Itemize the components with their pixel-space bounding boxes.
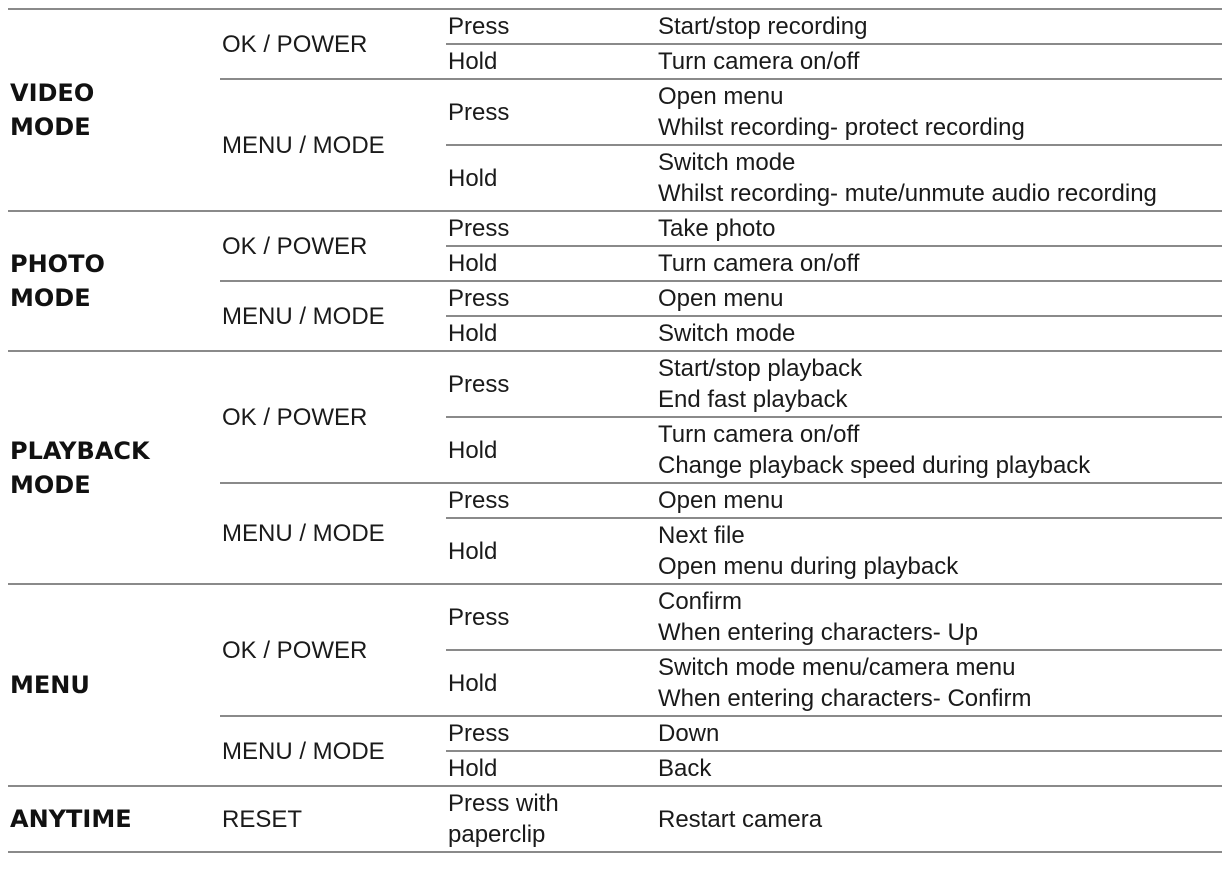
function-cell-line: End fast playback (658, 386, 848, 413)
action-cell (448, 716, 509, 751)
mode-label (10, 584, 90, 786)
function-cell-line: Open menu (658, 487, 784, 514)
action-cell (448, 145, 497, 211)
function-cell (658, 145, 1157, 211)
action-cell-line: Press (448, 13, 510, 40)
action-cell-line: paperclip (448, 821, 546, 848)
action-cell (448, 417, 497, 483)
function-cell-line: Open menu (658, 83, 784, 110)
button-name-cell (222, 483, 385, 584)
function-cell-line: Start/stop recording (658, 13, 868, 40)
function-cell-line: Confirm (658, 588, 743, 615)
action-cell (448, 751, 497, 786)
mode-label-line: MODE (10, 284, 91, 312)
function-cell-line: Whilst recording- mute/unmute audio recording (658, 180, 1157, 207)
function-cell-line: Turn camera on/off (658, 48, 860, 75)
section-divider (8, 785, 1222, 787)
function-cell (658, 584, 978, 650)
function-cell (658, 246, 859, 281)
button-name-cell (222, 281, 385, 351)
action-cell-line: Press (448, 370, 510, 398)
function-cell-line: Turn camera on/off (658, 250, 860, 277)
mode-label (10, 211, 105, 351)
action-cell (448, 650, 497, 716)
action-cell-line: Hold (448, 669, 498, 697)
function-cell-line: Change playback speed during playback (658, 452, 1091, 479)
function-cell-line: Restart camera (658, 805, 823, 833)
function-cell-line: Whilst recording- protect recording (658, 114, 1025, 141)
action-cell-line: Press (448, 487, 510, 514)
function-cell (658, 281, 783, 316)
action-cell (448, 584, 509, 650)
button-name-cell (222, 351, 367, 483)
function-cell (658, 751, 711, 786)
function-cell-line: Turn camera on/off (658, 421, 860, 448)
action-cell-line: Hold (448, 320, 498, 347)
section-divider (8, 350, 1222, 352)
mode-label-line: MODE (10, 113, 91, 141)
button-name-cell (222, 79, 385, 211)
function-cell-line: When entering characters- Confirm (658, 685, 1032, 712)
function-cell-line: When entering characters- Up (658, 619, 979, 646)
mode-label (10, 351, 150, 584)
action-cell-line: Hold (448, 164, 498, 192)
action-cell (448, 483, 509, 518)
mode-label-line: MODE (10, 470, 91, 499)
function-cell (658, 211, 775, 246)
function-cell-line: Switch mode (658, 320, 796, 347)
action-cell (448, 518, 497, 584)
function-cell (658, 650, 1031, 716)
action-cell (448, 44, 497, 79)
action-cell-line: Press (448, 603, 510, 631)
button-name-cell-line: MENU / MODE (222, 737, 385, 765)
function-cell-line: Start/stop playback (658, 355, 863, 382)
function-cell-line: Down (658, 720, 720, 747)
button-name-cell-line: OK / POWER (222, 403, 368, 431)
function-cell (658, 518, 958, 584)
action-cell-line: Hold (448, 755, 498, 782)
function-cell (658, 786, 822, 852)
button-name-cell-line: RESET (222, 805, 303, 833)
row-divider (446, 750, 1222, 752)
action-cell (448, 316, 497, 351)
action-cell-line: Press (448, 98, 510, 126)
action-cell (448, 211, 509, 246)
button-name-cell (222, 786, 302, 852)
function-cell-line: Switch mode (658, 149, 796, 176)
button-name-cell (222, 211, 367, 281)
button-name-cell-line: OK / POWER (222, 30, 368, 58)
action-cell (448, 79, 509, 145)
function-cell-line: Open menu during playback (658, 553, 959, 580)
function-cell (658, 44, 859, 79)
action-cell (448, 9, 509, 44)
action-cell (448, 246, 497, 281)
action-cell-line: Hold (448, 436, 498, 464)
action-cell-line: Hold (448, 537, 498, 565)
table-top-rule (8, 8, 1222, 10)
function-cell-line: Back (658, 755, 712, 782)
section-divider (8, 851, 1222, 853)
section-divider (8, 210, 1222, 212)
function-cell-line: Take photo (658, 215, 776, 242)
function-cell-line: Switch mode menu/camera menu (658, 654, 1016, 681)
mode-label (10, 786, 132, 852)
function-cell (658, 716, 719, 751)
function-cell (658, 316, 795, 351)
action-cell-line: Press (448, 720, 510, 747)
button-name-cell (222, 716, 385, 786)
action-cell (448, 281, 509, 316)
button-name-cell (222, 9, 367, 79)
function-cell (658, 417, 1090, 483)
action-cell (448, 786, 559, 852)
mode-label-line: PLAYBACK (10, 436, 150, 465)
action-cell-line: Press (448, 285, 510, 312)
button-name-cell-line: MENU / MODE (222, 302, 385, 330)
button-name-cell-line: MENU / MODE (222, 131, 385, 159)
function-cell-line: Next file (658, 522, 745, 549)
function-cell-line: Open menu (658, 285, 784, 312)
action-cell-line: Press with (448, 790, 559, 817)
action-cell-line: Hold (448, 48, 498, 75)
action-cell-line: Hold (448, 250, 498, 277)
mode-label (10, 9, 94, 211)
mode-label-line: MENU (10, 671, 90, 699)
button-name-cell-line: OK / POWER (222, 636, 368, 664)
mode-label-line: PHOTO (10, 250, 105, 278)
button-name-cell-line: MENU / MODE (222, 520, 385, 547)
action-cell (448, 351, 509, 417)
mode-label-line: VIDEO (10, 79, 95, 107)
function-cell (658, 79, 1025, 145)
function-cell (658, 483, 783, 518)
button-name-cell-line: OK / POWER (222, 232, 368, 260)
mode-label-line: ANYTIME (10, 805, 132, 833)
button-name-cell (222, 584, 367, 716)
action-cell-line: Press (448, 215, 510, 242)
section-divider (8, 583, 1222, 585)
function-cell (658, 9, 867, 44)
function-cell (658, 351, 862, 417)
row-divider (446, 315, 1222, 317)
